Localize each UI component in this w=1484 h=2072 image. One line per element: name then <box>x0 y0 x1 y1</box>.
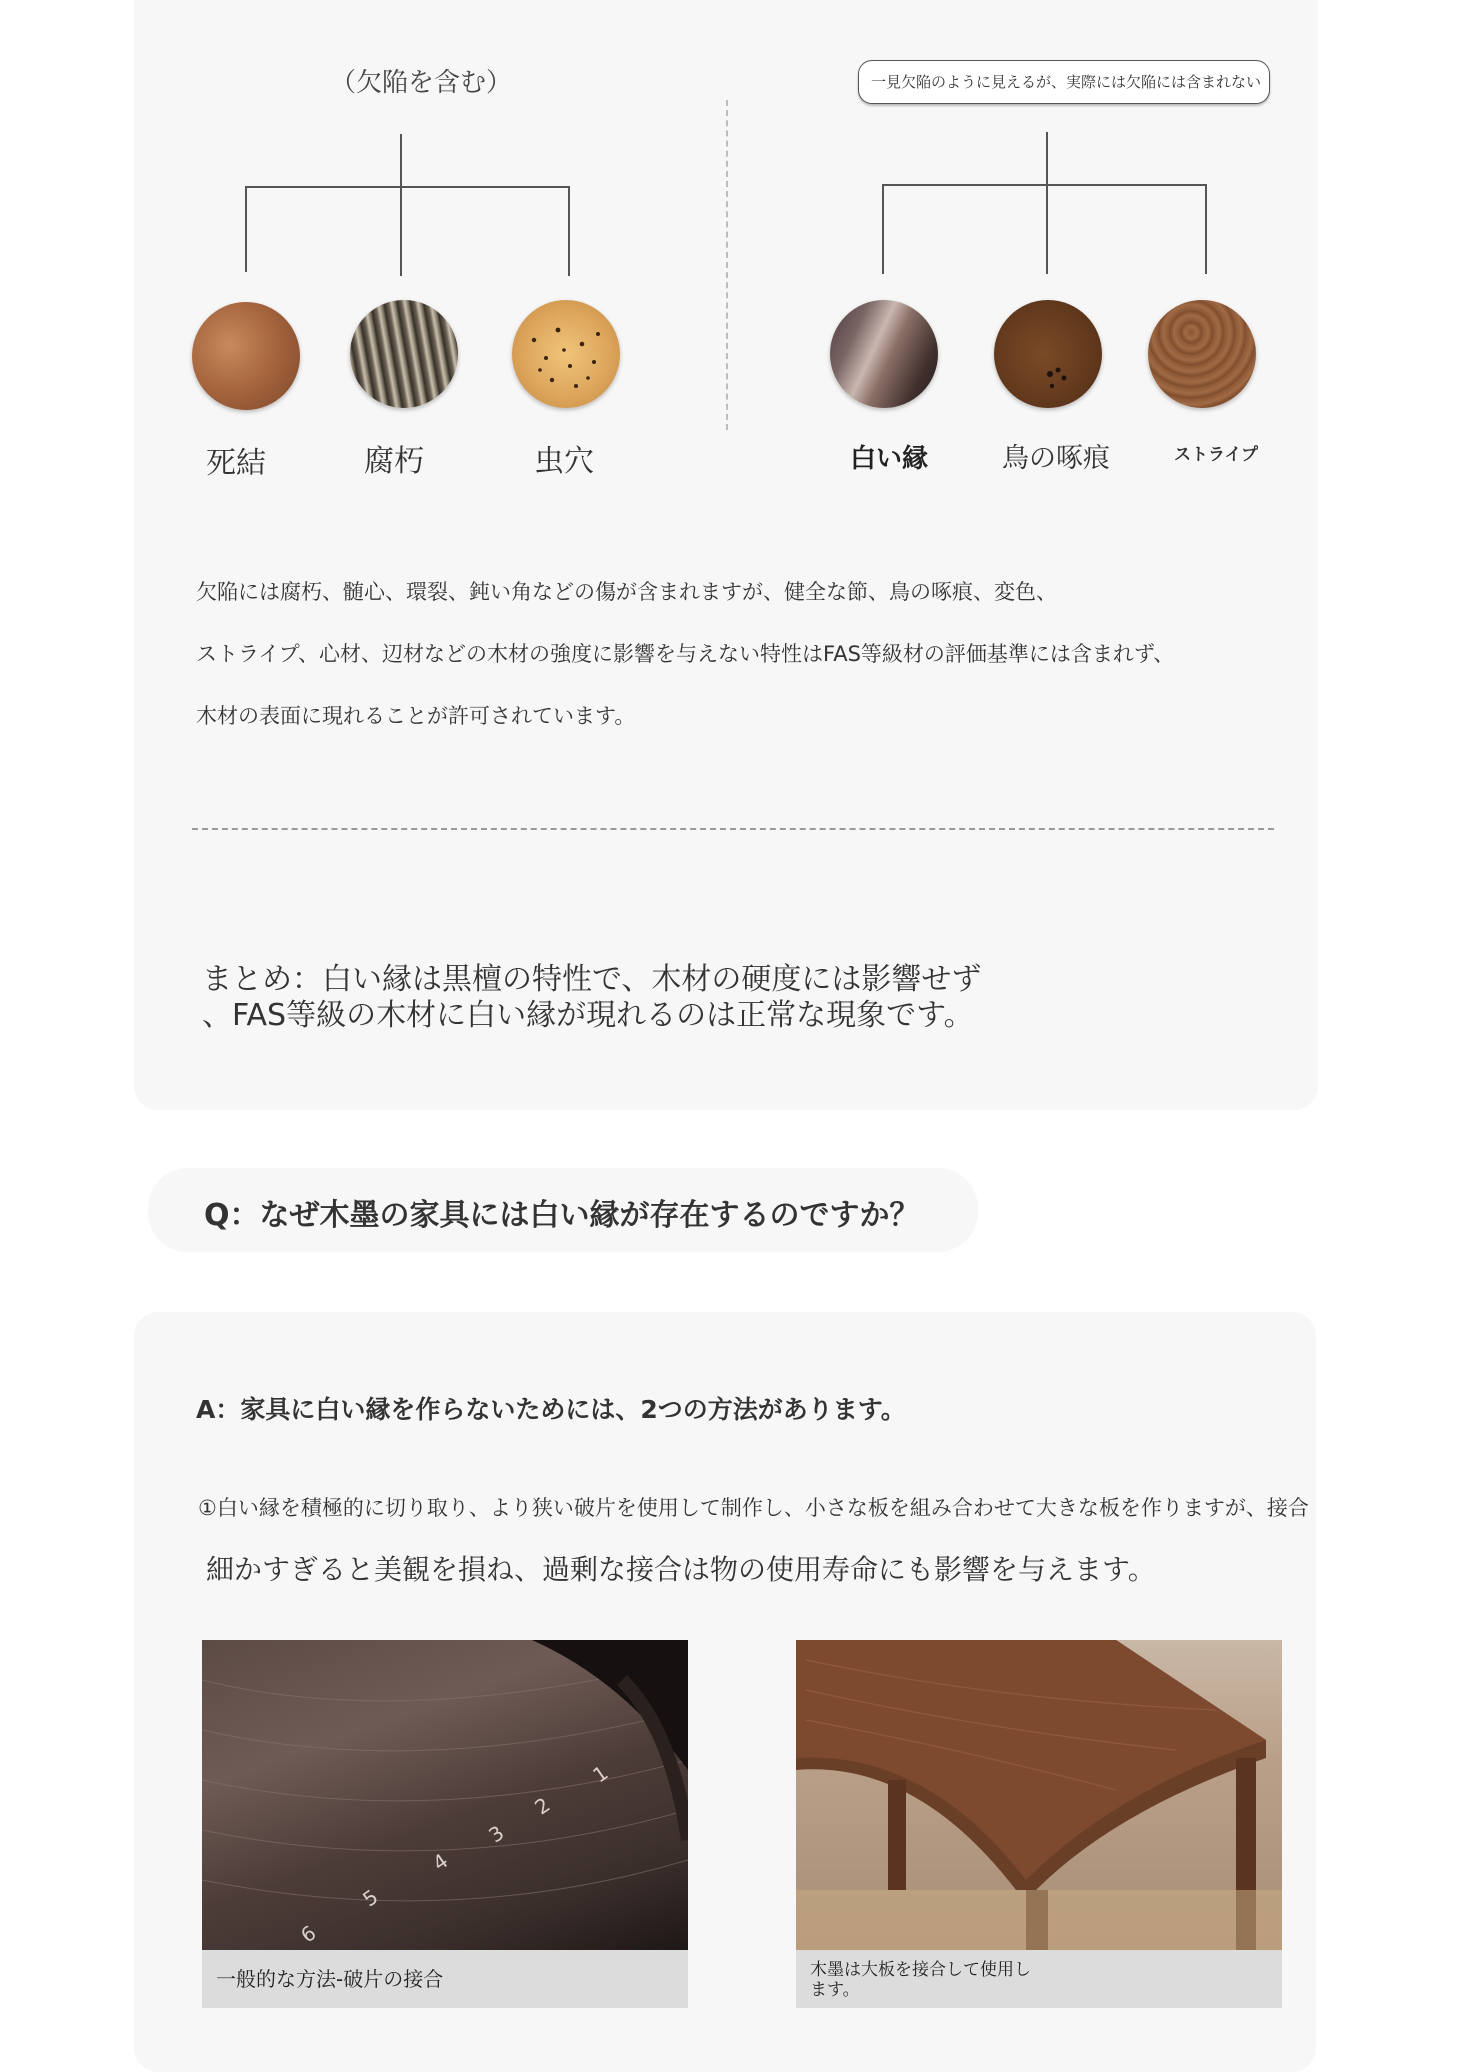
caption-line-1: 木墨は大板を接合して使用し <box>810 1960 1031 1980</box>
stripe-label: ストライプ <box>1174 445 1258 465</box>
white-edge-label: 白い縁 <box>850 444 929 474</box>
explanation-line-1: 欠陥には腐朽、髄心、環裂、鈍い角などの傷が含まれますが、健全な節、鳥の啄痕、変色、 <box>196 580 1057 604</box>
caption-line-2: ます。 <box>810 1980 860 2000</box>
stripe-sample-image <box>1148 300 1256 408</box>
bird-peck-label: 鳥の啄痕 <box>1002 443 1110 474</box>
board-number: 2 <box>530 1792 555 1820</box>
summary-line-1: まとめ：白い縁は黒檀の特性で、木材の硬度には影響せず <box>202 962 982 997</box>
photo-caption-wide-board <box>796 1950 1282 2008</box>
tree-connector <box>245 186 247 272</box>
dead-knot-sample-image <box>192 302 300 410</box>
board-number: 5 <box>358 1884 383 1912</box>
tree-connector <box>400 134 402 276</box>
bird-peck-sample-image <box>994 300 1102 408</box>
decay-sample-image <box>350 300 458 408</box>
answer-method-1-line-1: ①白い縁を積極的に切り取り、より狭い破片を使用して制作し、小さな板を組み合わせて大きな板を作りますが、接合 <box>198 1496 1309 1520</box>
summary <box>202 962 981 1034</box>
tree-connector <box>882 184 884 274</box>
wood-grain-graphic <box>202 1640 688 1950</box>
board-number: 6 <box>296 1920 321 1948</box>
horizontal-divider <box>192 828 1274 830</box>
section-divider <box>726 100 728 430</box>
tree-connector <box>245 186 569 188</box>
tree-connector <box>568 186 570 276</box>
insect-hole-label: 虫穴 <box>534 444 594 479</box>
summary-line-2: 、FAS等級の木材に白い縁が現れるのは正常な現象です。 <box>202 998 974 1033</box>
table-graphic <box>796 1640 1282 1950</box>
decay-label: 腐朽 <box>364 444 424 479</box>
board-number: 3 <box>484 1820 509 1848</box>
tree-connector <box>1046 132 1048 274</box>
explanation-line-3: 木材の表面に現れることが許可されています。 <box>196 704 636 728</box>
dead-knot-label: 死結 <box>206 446 266 481</box>
tree-connector <box>882 184 1206 186</box>
question-text: Q：なぜ木墨の家具には白い縁が存在するのですか？ <box>204 1198 920 1233</box>
peck-marks-icon <box>994 300 1102 408</box>
photo-caption-spliced: 一般的な方法-破片の接合 <box>202 1950 688 2008</box>
defects-group-title: （欠陥を含む） <box>330 68 513 98</box>
answer-heading: A：家具に白い縁を作らないためには、2つの方法があります。 <box>196 1395 906 1424</box>
not-defects-group-title: 一見欠陥のように見えるが、実際には欠陥には含まれない <box>858 60 1270 104</box>
insect-hole-sample-image <box>512 300 620 408</box>
spliced-board-photo <box>202 1640 688 1950</box>
insect-holes-icon <box>512 300 620 408</box>
board-number: 4 <box>428 1848 453 1876</box>
explanation-line-2: ストライプ、心材、辺材などの木材の強度に影響を与えない特性はFAS等級材の評価基準には含まれず、 <box>196 642 1175 666</box>
answer-method-1-line-2: 細かすぎると美観を損ね、過剰な接合は物の使用寿命にも影響を与えます。 <box>206 1553 1156 1586</box>
wide-board-photo <box>796 1640 1282 1950</box>
tree-connector <box>1205 184 1207 274</box>
white-edge-sample-image <box>830 300 938 408</box>
board-number: 1 <box>588 1760 613 1788</box>
